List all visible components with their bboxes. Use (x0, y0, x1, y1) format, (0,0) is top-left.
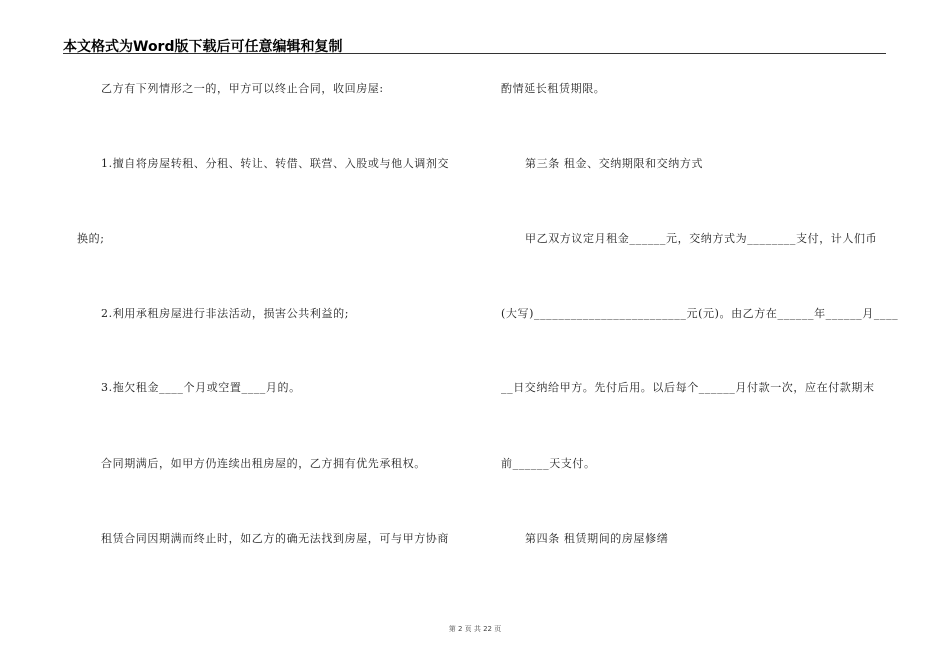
section-heading-article-4: 第四条 租赁期间的房屋修缮 (525, 532, 669, 545)
right-paragraph-line: 甲乙双方议定月租金______元，交纳方式为________支付，计人们币 (525, 232, 878, 245)
left-paragraph-line: 1.擅自将房屋转租、分租、转让、转借、联营、入股或与他人调剂交 (101, 157, 450, 170)
page-number-footer: 第 2 页 共 22 页 (448, 625, 502, 633)
section-heading-article-3: 第三条 租金、交纳期限和交纳方式 (525, 157, 704, 170)
header-divider (63, 53, 886, 54)
right-paragraph-line: (大写)_________________________元(元)。由乙方在______年______月____ (501, 307, 899, 320)
right-paragraph-line: __日交纳给甲方。先付后用。以后每个______月付款一次，应在付款期末 (501, 381, 875, 394)
left-paragraph-line: 租赁合同因期满而终止时，如乙方的确无法找到房屋，可与甲方协商 (101, 532, 449, 545)
left-paragraph-line: 合同期满后，如甲方仍连续出租房屋的，乙方拥有优先承租权。 (101, 457, 426, 470)
left-paragraph-line: 换的; (77, 232, 105, 245)
document-header-title: 本文格式为Word版下载后可任意编辑和复制 (63, 39, 343, 55)
left-paragraph-line: 乙方有下列情形之一的，甲方可以终止合同，收回房屋: (101, 82, 384, 95)
left-paragraph-line: 2.利用承租房屋进行非法活动，损害公共利益的; (101, 307, 349, 320)
right-paragraph-line: 前______天支付。 (501, 457, 596, 470)
left-paragraph-line: 3.拖欠租金____个月或空置____月的。 (101, 381, 301, 394)
right-paragraph-line: 酌情延长租赁期限。 (501, 82, 606, 95)
